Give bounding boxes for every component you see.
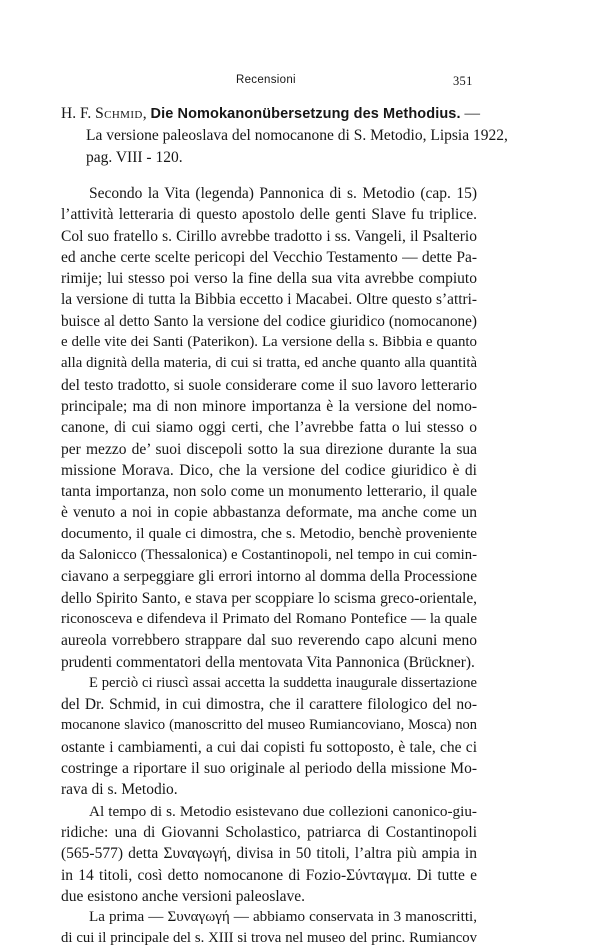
body-line: Secondo la Vita (legenda) Pannonica di s. Metodio (cap. 15) xyxy=(89,185,477,202)
body-line: buisce al detto Santo la versione del codice giuridico (nomocanone) xyxy=(61,312,477,330)
body-line: è venuto a noi in copie abbastanza deformate, ma anche come un xyxy=(61,504,477,522)
body-line: rimije; lui stesso poi verso la fine della sua vita avrebbe compiuto xyxy=(61,270,477,288)
body-line: missione Morava. Dico, che la versione del codice giuridico è di xyxy=(61,461,477,479)
page-number: 351 xyxy=(453,74,473,88)
body-line: rava di s. Metodio. xyxy=(61,781,178,799)
review-body xyxy=(61,183,477,950)
work-title: Die Nomokanonübersetzung des Methodius. xyxy=(150,106,461,122)
review-subtitle-line-1: La versione paleoslava del nomocanone di S. Metodio, Lipsia 1922, xyxy=(86,127,508,144)
body-line: (565-577) detta Συναγωγή, divisa in 50 titoli, l’altra più ampia in xyxy=(61,845,477,863)
body-line: di cui il principale del s. XIII si trova nel museo del princ. Rumiancov xyxy=(61,930,477,947)
body-line: ridiche: una di Giovanni Scholastico, patriarca di Costantinopoli xyxy=(61,823,477,841)
title-dash: — xyxy=(464,105,480,122)
review-subtitle-line-2: pag. VIII - 120. xyxy=(86,149,183,166)
body-line: documento, il quale ci dimostra, che s. Metodio, benchè proveniente xyxy=(61,525,477,542)
body-line: ciavano a serpeggiare gli errori intorno al domma della Processione xyxy=(61,568,477,586)
body-line: principale; ma di non minore importanza è la versione del nomo- xyxy=(61,397,477,415)
body-line: Al tempo di s. Metodio esistevano due collezioni canonico-giu- xyxy=(89,802,477,820)
body-line: la versione di tutta la Bibbia eccetto i Macabei. Oltre questo s’attri- xyxy=(61,291,477,309)
body-line: alla dignità della materia, di cui si tratta, ed anche quanto alla quantità xyxy=(61,355,477,372)
body-line: E perciò ci riuscì assai accetta la suddetta inaugurale dissertazione xyxy=(89,674,477,691)
author-surname: Schmid xyxy=(95,105,143,122)
running-head xyxy=(0,74,606,90)
body-line: canone, di cui siamo oggi certi, che l’avrebbe fatta o lui stesso o xyxy=(61,419,477,437)
body-line: aureola vorrebbero strappare dal suo reverendo capo alcuni meno xyxy=(61,632,477,650)
body-line: l’attività letteraria di questo apostolo delle genti Slave fu triplice. xyxy=(61,206,477,224)
body-line: per mezzo de’ suoi discepoli sotto la sua direzione durante la sua xyxy=(61,440,477,458)
body-line: due esistono anche versioni paleoslave. xyxy=(61,887,306,905)
body-line: ed anche certe scelte pericopi del Vecchio Testamento — dette Pa- xyxy=(61,248,477,266)
body-line: del testo tradotto, si suole considerare come il suo lavoro letterario xyxy=(61,376,477,394)
running-head-section: Recensioni xyxy=(236,74,296,86)
body-line: e delle vite dei Santi (Paterikon). La versione della s. Bibbia e quanto xyxy=(61,334,477,351)
body-line: costringe a riportare il suo originale al periodo della missione Mo- xyxy=(61,760,477,778)
body-line: in 14 titoli, così detto nomocanone di Fozio-Σύνταγμα. Di tutte e xyxy=(61,866,477,884)
body-line: prudenti commentatori della mentovata Vita Pannonica (Brückner). xyxy=(61,653,475,671)
review-citation-line: H. F. Schmid, Die Nomokanonübersetzung des Methodius. — xyxy=(61,105,480,122)
body-line: La prima — Συναγωγή — abbiamo conservata in 3 manoscritti, xyxy=(89,909,477,926)
body-line: Col suo fratello s. Cirillo avrebbe tradotto i ss. Vangeli, il Psalterio xyxy=(61,227,477,245)
review-header xyxy=(61,103,508,169)
body-line: mocanone slavico (manoscritto del museo Rumiancoviano, Mosca) non xyxy=(61,717,477,734)
body-line: ostante i cambiamenti, a cui dai copisti fu sottoposto, è tale, che ci xyxy=(61,738,477,756)
author-initials: H. F. xyxy=(61,105,92,122)
body-line: dello Spirito Santo, e stava per scoppiare lo scisma greco-orientale, xyxy=(61,589,477,607)
body-line: tanta importanza, non solo come un monumento letterario, il quale xyxy=(61,483,477,501)
body-line: del Dr. Schmid, in cui dimostra, che il carattere filologico del no- xyxy=(61,696,477,714)
body-line: riconosceva e difendeva il Primato del Romano Pontefice — la quale xyxy=(61,610,477,627)
body-line: da Salonicco (Thessalonica) e Costantinopoli, nel tempo in cui comin- xyxy=(61,547,477,564)
